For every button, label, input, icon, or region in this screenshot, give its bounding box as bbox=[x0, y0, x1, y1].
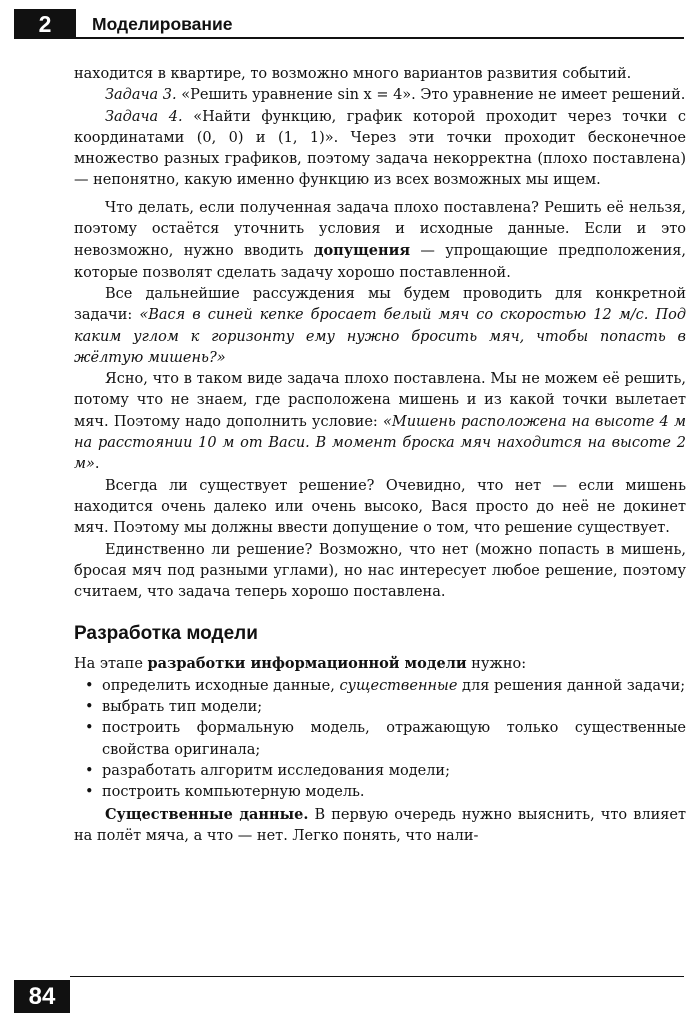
paragraph-task-4: Задача 4. «Найти функцию, график которой проходит через точки с координатами (0, 0) и (1, 1)». Через эти точки проходит бесконечное множество разных графиков, поэтому задача некорректна (плохо поставлена) — непонятно, какую именно функцию из всех возможных мы ищем. bbox=[74, 108, 686, 189]
paragraph-condition: Ясно, что в таком виде задача плохо поставлена. Мы не можем её решить, потому что не знаем, где расположена мишень и из какой точки вылетает мяч. Поэтому надо дополнить условие: «Мишень расположена на высоте 4 м на расстоянии 10 м от Васи. В момент броска мяч находится на высоте 2 м». bbox=[74, 371, 686, 473]
list-item: • выбрать тип модели; bbox=[74, 697, 686, 718]
page-footer bbox=[14, 974, 684, 1014]
page-number: 84 bbox=[14, 980, 70, 1013]
header-rule bbox=[76, 37, 684, 39]
paragraph-task-3: Задача 3. «Решить уравнение sin x = 4». Это уравнение не имеет решений. bbox=[105, 87, 686, 104]
list-item: • разработать алгоритм исследования модели; bbox=[74, 761, 686, 782]
page-header bbox=[14, 9, 684, 39]
paragraph-assumptions: Что делать, если полученная задача плохо поставлена? Решить её нельзя, поэтому остаётся уточнить условия и исходные данные. Если и это невозможно, нужно вводить допущения — упрощающие предположения, которые позволят сделать задачу хорошо поставленной. bbox=[74, 199, 687, 281]
footer-rule bbox=[70, 976, 684, 977]
paragraph-continuation: находится в квартире, то возможно много вариантов развития событий. bbox=[74, 66, 632, 82]
steps-list bbox=[74, 676, 686, 804]
condition-quote: «Мишень расположена на высоте 4 м на расстоянии 10 м от Васи. В момент броска мяч находится на высоте 2 м» bbox=[74, 413, 686, 473]
page-body bbox=[74, 64, 686, 847]
task-quote: «Вася в синей кепке бросает белый мяч со скоростью 12 м/с. Под каким углом к горизонту ему нужно бросить мяч, чтобы попасть в жёлтую мишень?» bbox=[74, 307, 687, 366]
paragraph-concrete-task: Все дальнейшие рассуждения мы будем проводить для конкретной задачи: «Вася в синей кепке бросает белый мяч со скоростью 12 м/с. Под каким углом к горизонту ему нужно бросить мяч, чтобы попасть в жёлтую мишень?» bbox=[74, 285, 687, 366]
task-3-label: Задача 3. bbox=[105, 87, 177, 104]
equation: sin x = 4 bbox=[337, 87, 403, 104]
list-item: • построить компьютерную модель. bbox=[74, 782, 686, 803]
paragraph-existence: Всегда ли существует решение? Очевидно, что нет — если мишень находится очень далеко или очень высоко, Вася просто до неё не докинет мяч. Поэтому мы должны ввести допущение о том, что решение существует. bbox=[74, 477, 686, 537]
task-4-label: Задача 4. bbox=[105, 108, 183, 125]
section-heading: Разработка модели bbox=[74, 623, 258, 645]
term-essential-data: Существенные данные. bbox=[105, 805, 309, 823]
paragraph-model-stage: На этапе разработки информационной модели нужно: bbox=[74, 655, 527, 673]
list-item: • построить формальную модель, отражающую только существенные свойства оригинала; bbox=[74, 718, 686, 761]
paragraph-essential-data: Существенные данные. В первую очередь нужно выяснить, что влияет на полёт мяча, а что — нет. Легко понять, что нали- bbox=[74, 805, 686, 844]
term-info-model: разработки информационной модели bbox=[147, 655, 467, 673]
paragraph-uniqueness: Единственно ли решение? Возможно, что нет (можно попасть в мишень, бросая мяч под разными углами), но нас интересует любое решение, поэтому считаем, что задача теперь хорошо поставлена. bbox=[74, 541, 686, 601]
list-item: • определить исходные данные, существенные для решения данной задачи; bbox=[74, 676, 686, 697]
chapter-number-badge: 2 bbox=[14, 9, 76, 39]
term-assumptions: допущения bbox=[313, 242, 411, 260]
chapter-title: Моделирование bbox=[92, 14, 233, 34]
